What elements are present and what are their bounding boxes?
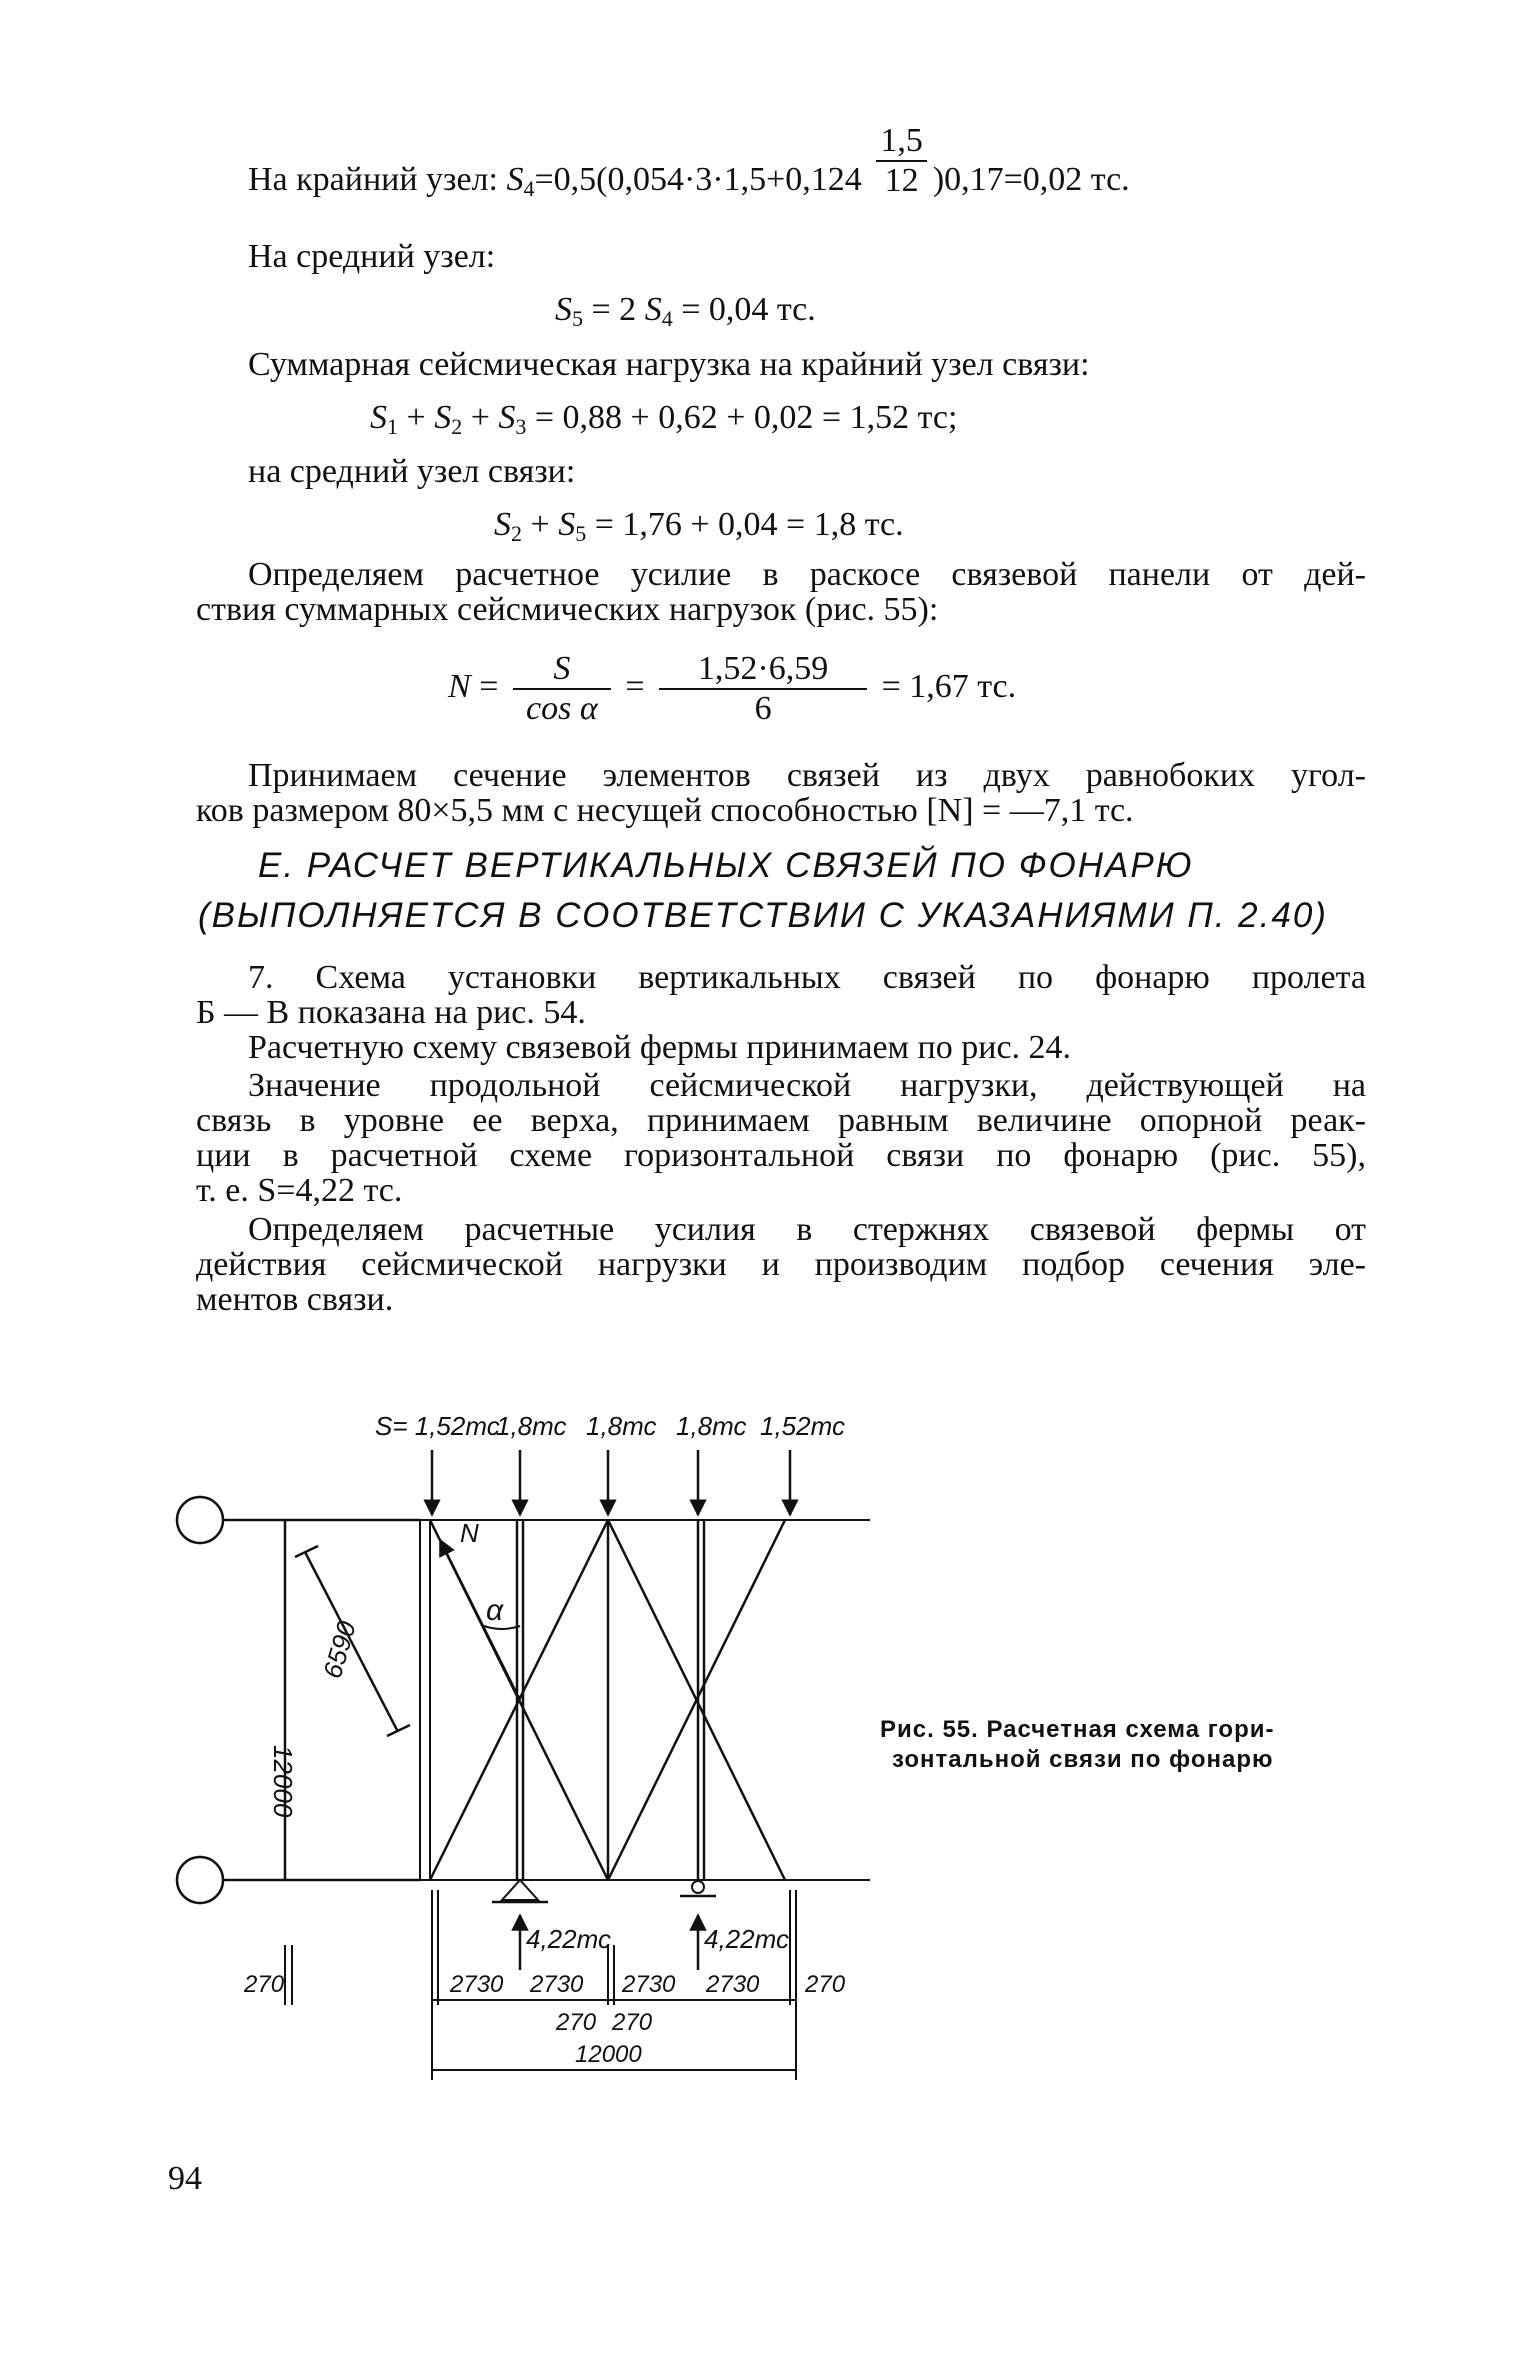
subscript: 4 (523, 176, 535, 201)
fraction (876, 122, 927, 200)
load-label: 1,8тс (676, 1411, 747, 1441)
s-symbol: S (644, 291, 662, 328)
subscript: 3 (515, 414, 527, 439)
edge-node-formula (248, 122, 1130, 209)
s-symbol: S (370, 399, 387, 436)
edge-node-label: На крайний узел: (248, 161, 498, 198)
subscript: 5 (575, 521, 587, 546)
caption-line: зонтальной связи по фонарю (892, 1746, 1274, 1773)
height-dim-label: 12000 (268, 1745, 298, 1818)
n-force-arrow (440, 1540, 520, 1700)
truss-scheme-figure (150, 1380, 870, 2100)
frac-num: 1,52·6,59 (659, 650, 867, 690)
frac-num: S (513, 650, 611, 690)
load-label: 1,8тс (496, 1411, 567, 1441)
text: На средний узел: (248, 238, 496, 275)
bottom-dim-label: 270 (244, 1971, 285, 1998)
mid-dim-label: 270 (612, 2009, 653, 2036)
text-line: ментов связи. (196, 1281, 394, 1318)
diag-dim-label: 6590 (316, 1617, 362, 1682)
text: Суммарная сейсмическая нагрузка на крайний узел связи: (248, 346, 1090, 383)
s5-formula (555, 290, 816, 339)
text-line: Расчетную схему связевой фермы принимаем по рис. 24. (248, 1029, 1072, 1066)
text-line: Значение продольной сейсмической нагрузки, действующей на (248, 1067, 1366, 1104)
formula-part: = 1,67 тс. (881, 667, 1017, 705)
subscript: 5 (572, 306, 583, 331)
text-line: 7. Схема установки вертикальных связей по фонарю пролета (248, 959, 1366, 996)
section-heading-line1: Е. РАСЧЕТ ВЕРТИКАЛЬНЫХ СВЯЗЕЙ ПО ФОНАРЮ (258, 846, 1194, 885)
text-line: т. е. S=4,22 тс. (196, 1172, 403, 1209)
n-symbol: N (448, 667, 471, 705)
s-symbol: S (555, 291, 572, 328)
text: на средний узел связи: (248, 453, 576, 490)
alpha-label: α (486, 1594, 504, 1627)
bottom-dim-label: 2730 (450, 1971, 504, 1998)
s-symbol: S (558, 506, 576, 543)
text-line: ков размером 80×5,5 мм с несущей способностью [N] = —7,1 тс. (196, 792, 1134, 829)
s-symbol: S (498, 399, 516, 436)
paragraph-seismic-load (196, 1068, 1366, 1208)
frac-den: 12 (884, 162, 919, 200)
truss-frame (420, 1520, 870, 1880)
load-label: 1,52тс (760, 1411, 845, 1441)
section-heading-line2: (ВЫПОЛНЯЕТСЯ В СООТВЕТСТВИИ С УКАЗАНИЯМИ П. 2.40) (198, 896, 1328, 935)
text-line: ствия суммарных сейсмических нагрузок (рис. 55): (196, 591, 939, 628)
paragraph-design-scheme (196, 1030, 1366, 1065)
bottom-dim-label: 2730 (706, 1971, 760, 1998)
sum-edge-formula: $S_1 + S_2 + S_3 = 0,88 + 0,62 + 0,02 = 1,52$ тс; (370, 399, 958, 439)
figure-caption (880, 1715, 1330, 1775)
page-number: 94 (168, 2160, 202, 2197)
s-symbol: S (506, 161, 524, 198)
load-label: S= 1,52тс (375, 1411, 500, 1441)
text-line: Определяем расчетные усилия в стержнях связевой фермы от (248, 1211, 1366, 1248)
formula-part: = 0,04 тс. (681, 291, 816, 328)
subscript: 4 (661, 306, 673, 331)
support-circle-top (177, 1497, 223, 1543)
roller-support (692, 1881, 704, 1893)
text-line: действия сейсмической нагрузки и производим подбор сечения эле- (196, 1246, 1366, 1283)
subscript: 1 (387, 414, 398, 439)
bottom-dim-label: 270 (805, 1971, 846, 1998)
subscript: 2 (511, 521, 522, 546)
text-line: связь в уровне ее верха, принимаем равным величине опорной реак- (196, 1102, 1366, 1139)
paragraph-scheme (196, 960, 1366, 1030)
frac-den: 6 (754, 690, 772, 727)
subscript: 2 (451, 414, 463, 439)
formula-part: )0,17=0,02 тс. (932, 161, 1130, 198)
formula-part: = 1,76 + 0,04 = 1,8 тс. (594, 506, 904, 543)
mid-dim-label: 270 (556, 2009, 597, 2036)
hinge-support (502, 1880, 538, 1900)
s-symbol: S (494, 506, 511, 543)
fraction (659, 650, 867, 728)
sum-middle-formula: $S_2 + S_5 = 1,76 + 0,04 = 1,8$ тс. (494, 506, 904, 546)
load-label: 1,8тс (586, 1411, 657, 1441)
reaction-label: 4,22тс (704, 1924, 789, 1954)
text-line: Б — В показана на рис. 54. (196, 994, 586, 1031)
paragraph-design-force (196, 557, 1366, 627)
s-symbol: S (434, 399, 452, 436)
frac-den: cos α (526, 690, 598, 727)
reaction-label: 4,22тс (526, 1924, 611, 1954)
total-dim-label: 12000 (575, 2041, 642, 2068)
middle-node-label (248, 237, 495, 277)
formula-part: =0,5(0,054·3·1,5+0,124 (534, 161, 862, 198)
formula-part: = 0,88 + 0,62 + 0,02 = 1,52 тс; (534, 399, 958, 436)
sum-middle-label (248, 452, 575, 492)
caption-line: Рис. 55. Расчетная схема гори- (880, 1716, 1275, 1743)
paragraph-rod-forces (196, 1212, 1366, 1317)
n-label: N (460, 1518, 479, 1548)
bottom-dim-label: 2730 (530, 1971, 584, 1998)
text-line: ции в расчетной схеме горизонтальной связи по фонарю (рис. 55), (196, 1137, 1366, 1174)
text-line: Принимаем сечение элементов связей из двух равнобоких угол- (248, 757, 1366, 794)
n-formula: N = $\frac{S}{\text{cos α}}$ = $\frac{1,52\cdot 6,59}{6}$ = 1,67 тс. (448, 650, 1017, 727)
support-circle-bottom (177, 1857, 223, 1903)
frac-num: 1,5 (876, 122, 927, 162)
paragraph-section-choice (196, 758, 1366, 828)
sum-edge-label (248, 345, 1090, 385)
fraction (513, 650, 611, 728)
bottom-dim-label: 2730 (622, 1971, 676, 1998)
text-line: Определяем расчетное усилие в раскосе связевой панели от дей- (248, 556, 1366, 593)
formula-part: = 2 (591, 291, 637, 328)
